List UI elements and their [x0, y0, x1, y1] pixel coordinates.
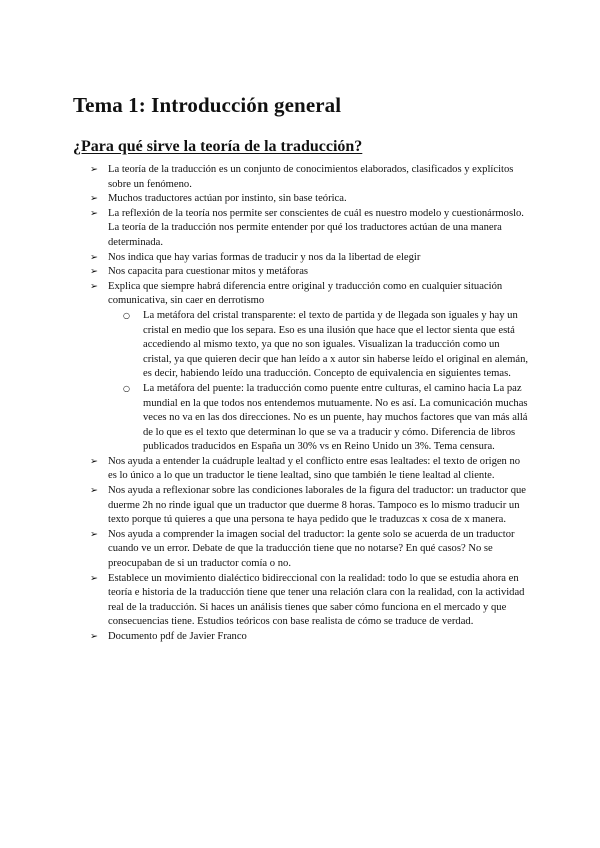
sub-list-item	[123, 382, 530, 455]
arrow-bullet-icon: ➢	[90, 207, 98, 219]
list-item-text: Establece un movimiento dialéctico bidireccional con la realidad: todo lo que se estudia ahora en teoría e historia de la traducción tiene que tener una relación clara con la realidad, con la actividad real de la traducción. Si haces un análisis tienes que saber cómo funciona en el mercado y que consecuencias tiene. Estudios teóricos con base realista de cómo se traduce de verdad.	[108, 572, 525, 628]
arrow-bullet-icon: ➢	[90, 572, 98, 584]
sub-bullet-list	[108, 309, 530, 455]
list-item	[90, 251, 530, 266]
bullet-list	[90, 163, 530, 645]
list-item-text: Explica que siempre habrá diferencia entre original y traducción como en cualquier situación comunicativa, sin caer en derrotismo	[108, 280, 503, 307]
list-item	[90, 280, 530, 455]
list-item-text: La teoría de la traducción es un conjunto de conocimientos elaborados, clasificados y explícitos sobre un fenómeno.	[108, 164, 514, 190]
arrow-bullet-icon: ➢	[90, 280, 98, 292]
arrow-bullet-icon: ➢	[90, 266, 98, 278]
circle-bullet-icon: ○	[123, 310, 130, 320]
list-item	[90, 572, 530, 630]
list-item-text: Nos indica que hay varias formas de traducir y nos da la libertad de elegir	[108, 251, 421, 263]
list-item	[90, 528, 530, 572]
list-item-text: Nos capacita para cuestionar mitos y metáforas	[108, 266, 309, 278]
list-item	[90, 207, 530, 251]
sub-list-item-text: La metáfora del cristal transparente: el texto de partida y de llegada son iguales y hay un cristal en medio que los separa. Eso es una ilusión que hace que el lector sienta que está accediendo al mismo texto, ya que no son iguales. Visualizan la traducción como un cristal, ya que quieren decir que han leído a x autor sin haberse leído el original en alemán, es decir, habiendo leído una traducción. Concepto de equivalencia en siguientes temas.	[143, 309, 529, 380]
arrow-bullet-icon: ➢	[90, 251, 98, 263]
list-item-text: Documento pdf de Javier Franco	[108, 631, 247, 642]
list-item-text: Muchos traductores actúan por instinto, sin base teórica.	[108, 193, 347, 205]
list-item-text: Nos ayuda a comprender la imagen social del traductor: la gente solo se acuerda de un traductor cuando ve un error. Debate de que la traducción tiene que no notarse? En qué casos? No se preocupaban de si un traductor comía o no.	[108, 528, 515, 570]
sub-list-item-text: La metáfora del puente: la traducción como puente entre culturas, el camino hacia La paz mundial en la que todos nos entendemos mutuamente. No es así. La comunicación muchas veces no va en las dos direcciones. No es un puente, hay muchos factores que van más allá de lo que es el texto que determinan lo que se va a traducir y cómo. Diferencia de libros publicados traducidos en España un 30% vs en Reino Unido un 3%. Tema censura.	[143, 382, 528, 453]
arrow-bullet-icon: ➢	[90, 528, 98, 540]
arrow-bullet-icon: ➢	[90, 485, 98, 497]
list-item-text: La reflexión de la teoría nos permite ser conscientes de cuál es nuestro modelo y cuestionármoslo. La teoría de la traducción nos permite entender por qué los traductores actúan de una manera determinada.	[108, 207, 524, 248]
arrow-bullet-icon: ➢	[90, 455, 98, 467]
list-item-text: Nos ayuda a entender la cuádruple lealtad y el conflicto entre esas lealtades: el texto de origen no es lo único a lo que un traductor le tiene lealtad, sino que también le tiene lealtad al cliente.	[108, 455, 521, 482]
list-item	[90, 484, 530, 528]
list-item	[90, 163, 530, 192]
arrow-bullet-icon: ➢	[90, 164, 98, 175]
circle-bullet-icon: ○	[123, 383, 130, 393]
list-item-text: Nos ayuda a reflexionar sobre las condiciones laborales de la figura del traductor: un traductor que duerme 2h no rinde igual que un traductor que duerme 8 horas. Tampoco es lo mismo traducir un texto porque tú quieres a que una persona te haya pedido que le traduzcas x cosa de x manera.	[108, 485, 526, 526]
list-item	[90, 265, 530, 280]
sub-list-item	[123, 309, 530, 382]
list-item	[90, 630, 530, 645]
section-heading: ¿Para qué sirve la teoría de la traducción?	[73, 138, 363, 155]
arrow-bullet-icon: ➢	[90, 193, 98, 205]
list-item	[90, 455, 530, 484]
page-title: Tema 1: Introducción general	[73, 93, 342, 117]
arrow-bullet-icon: ➢	[90, 631, 98, 642]
list-item	[90, 192, 530, 207]
